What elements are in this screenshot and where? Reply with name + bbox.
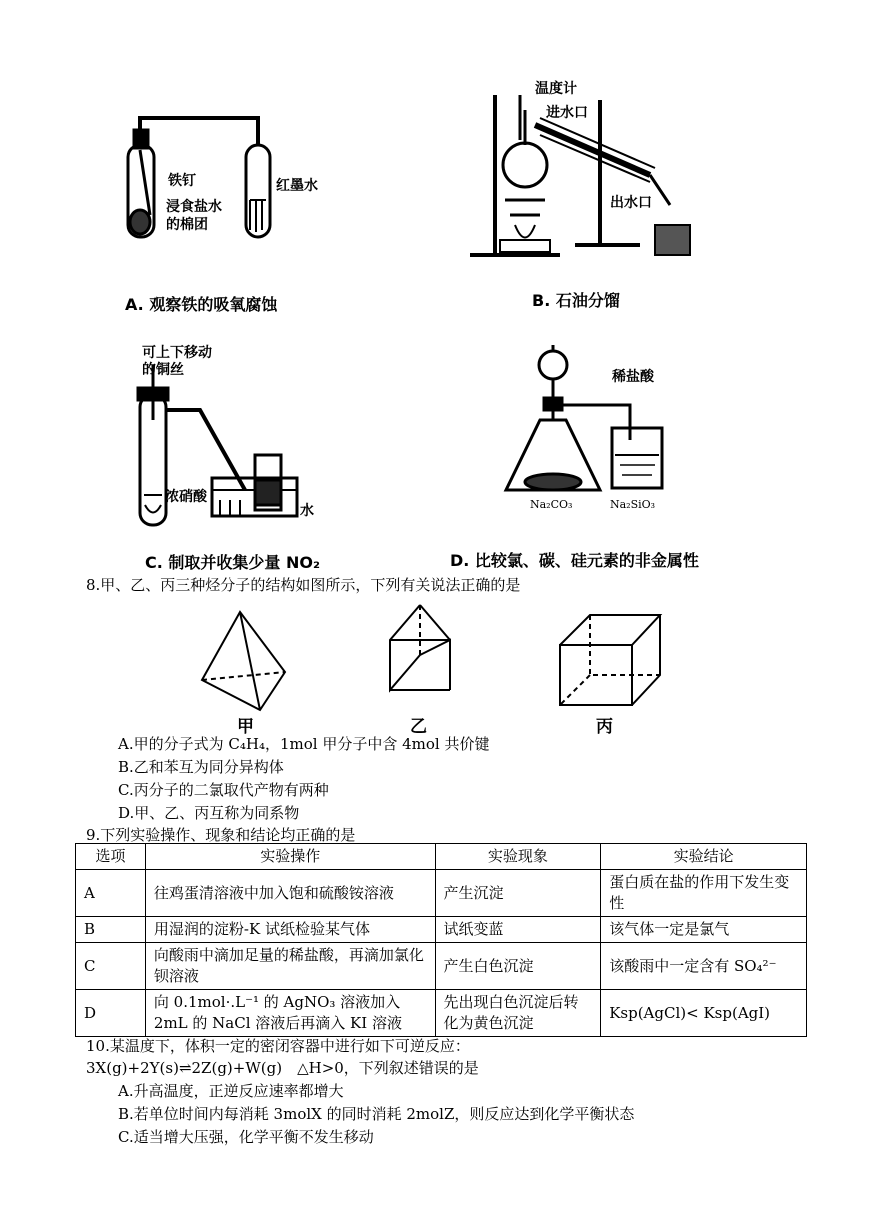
- caption-a: A. 观察铁的吸氧腐蚀: [125, 295, 278, 314]
- cell-conclusion: 蛋白质在盐的作用下发生变性: [601, 870, 807, 917]
- cell-phenomenon: 试纸变蓝: [435, 917, 601, 943]
- cell-option: A: [76, 870, 146, 917]
- shape-label-jia: 甲: [237, 717, 254, 737]
- q8-option-d: D.甲、乙、丙互称为同系物: [118, 804, 300, 822]
- header-operation: 实验操作: [145, 844, 435, 870]
- table-row: [76, 917, 807, 943]
- caption-b: B. 石油分馏: [532, 291, 620, 310]
- label-dilute-hcl: 稀盐酸: [612, 369, 654, 385]
- label-conc-nitric: 浓硝酸: [165, 489, 207, 505]
- caption-d: D. 比较氯、碳、硅元素的非金属性: [450, 551, 699, 570]
- header-option: 选项: [76, 844, 146, 870]
- header-conclusion: 实验结论: [601, 844, 807, 870]
- q10-stem: 10.某温度下，体积一定的密闭容器中进行如下可逆反应：: [86, 1037, 470, 1055]
- label-water: 水: [300, 503, 314, 519]
- table-row: [76, 943, 807, 990]
- table-row: [76, 990, 807, 1037]
- label-water-outlet: 出水口: [610, 195, 652, 211]
- q10-equation: 3X(g)+2Y(s)⇌2Z(g)+W(g) △H>0，下列叙述错误的是: [86, 1059, 479, 1077]
- cell-option: C: [76, 943, 146, 990]
- q9-table: [75, 843, 807, 1037]
- label-salt-cotton: 浸食盐水 的棉团: [166, 199, 222, 233]
- shape-label-bing: 丙: [596, 717, 613, 737]
- label-thermometer: 温度计: [535, 81, 577, 97]
- cell-option: B: [76, 917, 146, 943]
- cell-operation: 向酸雨中滴加足量的稀盐酸，再滴加氯化钡溶液: [145, 943, 435, 990]
- q9-stem: 9.下列实验操作、现象和结论均正确的是: [86, 826, 356, 844]
- q8-option-b: B.乙和苯互为同分异构体: [118, 758, 284, 776]
- q8-option-a: A.甲的分子式为 C₄H₄，1mol 甲分子中含 4mol 共价键: [118, 735, 490, 753]
- label-water-inlet: 进水口: [546, 105, 588, 121]
- label-red-ink: 红墨水: [276, 178, 318, 194]
- tetrahedron-jia: [202, 612, 285, 710]
- table-row: [76, 870, 807, 917]
- cell-conclusion: Ksp(AgCl)< Ksp(AgI): [601, 990, 807, 1037]
- caption-c: C. 制取并收集少量 NO₂: [145, 553, 320, 572]
- cell-conclusion: 该气体一定是氯气: [601, 917, 807, 943]
- label-na2sio3: Na₂SiO₃: [610, 498, 656, 511]
- label-copper-wire: 可上下移动 的铜丝: [142, 345, 212, 378]
- cell-operation: 向 0.1mol·.L⁻¹ 的 AgNO₃ 溶液加入 2mL 的 NaCl 溶液后再滴入 KI 溶液: [145, 990, 435, 1037]
- cell-phenomenon: 产生白色沉淀: [435, 943, 601, 990]
- q10-option-a: A.升高温度，正逆反应速率都增大: [118, 1082, 344, 1100]
- q8-stem: 8.甲、乙、丙三种烃分子的结构如图所示，下列有关说法正确的是: [86, 576, 521, 594]
- cube-bing: [560, 615, 660, 705]
- figure-c-apparatus: [138, 365, 297, 525]
- cell-phenomenon: 产生沉淀: [435, 870, 601, 917]
- shape-label-yi: 乙: [410, 717, 427, 737]
- label-iron-nail: 铁钉: [168, 173, 196, 189]
- cell-phenomenon: 先出现白色沉淀后转化为黄色沉淀: [435, 990, 601, 1037]
- table-header-row: [76, 844, 807, 870]
- q8-option-c: C.丙分子的二氯取代产物有两种: [118, 781, 329, 799]
- q10-option-c: C.适当增大压强，化学平衡不发生移动: [118, 1128, 374, 1146]
- prism-yi: [390, 605, 450, 690]
- label-na2co3: Na₂CO₃: [530, 498, 573, 511]
- cell-conclusion: 该酸雨中一定含有 SO₄²⁻: [601, 943, 807, 990]
- header-phenomenon: 实验现象: [435, 844, 601, 870]
- q10-option-b: B.若单位时间内每消耗 3molX 的同时消耗 2molZ，则反应达到化学平衡状态: [118, 1105, 635, 1123]
- cell-operation: 用湿润的淀粉-K 试纸检验某气体: [145, 917, 435, 943]
- cell-option: D: [76, 990, 146, 1037]
- cell-operation: 往鸡蛋清溶液中加入饱和硫酸铵溶液: [145, 870, 435, 917]
